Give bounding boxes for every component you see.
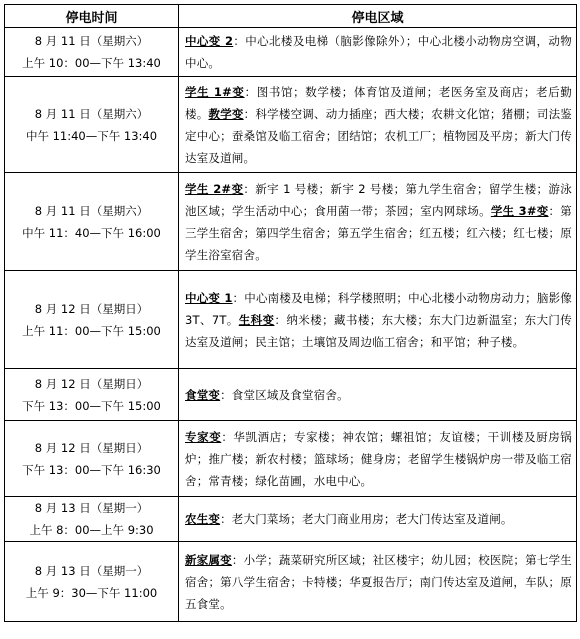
- outage-time-cell: [5, 542, 179, 622]
- outage-area-cell: [179, 542, 577, 622]
- outage-area-cell: [179, 28, 577, 77]
- outage-area-cell: [179, 77, 577, 173]
- affected-areas: ：新宇 1 号楼；新宇 2 号楼；第九学生宿舍；留学生楼；游泳池区域；学生活动中心；食用菌一带；茶园；室内网球场。: [185, 181, 572, 218]
- header-area: 停电区域: [179, 5, 577, 28]
- outage-date: 8 月 11 日（星期六）: [34, 34, 149, 48]
- substation-name: 中心变 1: [185, 290, 233, 305]
- outage-time-range: 下午 13：00—下午 16:30: [22, 462, 161, 477]
- outage-area-cell: [179, 173, 577, 271]
- outage-time-cell: [5, 77, 179, 173]
- substation-name: 专家变: [185, 429, 222, 444]
- table-row: [5, 28, 577, 77]
- outage-date: 8 月 11 日（星期六）: [34, 203, 149, 218]
- outage-time-cell: [5, 271, 179, 369]
- table-row: [5, 173, 577, 271]
- affected-areas: ：第三学生宿舍；第四学生宿舍；第五学生宿舍；红五楼；红六楼；红七楼；原学生浴室宿舍。: [185, 203, 573, 262]
- affected-areas: ：小学；蔬菜研究所区域；社区楼宇；幼儿园；校医院；第七学生宿舍；第八学生宿舍；卡特楼；华夏报告厅；南门传达室及道闸，车队；原五食堂。: [185, 552, 572, 611]
- outage-date: 8 月 12 日（星期日）: [34, 301, 149, 316]
- outage-date: 8 月 12 日（星期日）: [34, 440, 149, 455]
- affected-areas: ：中心南楼及电梯；科学楼照明；中心北楼小动物房动力；脑影像 3T、7T。: [185, 290, 572, 327]
- outage-time-range: 上午 9：30—下午 11:00: [25, 585, 158, 600]
- table-header-row: [5, 5, 577, 28]
- outage-date: 8 月 11 日（星期六）: [34, 106, 149, 121]
- outage-area-cell: [179, 497, 577, 542]
- substation-name: 农生变: [185, 512, 221, 526]
- outage-area-cell: [179, 271, 577, 369]
- outage-area-cell: [179, 421, 577, 497]
- outage-date: 8 月 13 日（星期一）: [34, 563, 149, 578]
- outage-time-cell: [5, 369, 179, 421]
- substation-name: 新家属变: [185, 552, 232, 567]
- outage-time-cell: [5, 28, 179, 77]
- affected-areas: ：中心北楼及电梯（脑影像除外）；中心北楼小动物房空调，动物中心。: [185, 34, 572, 70]
- substation-name: 学生 2#变: [185, 181, 244, 196]
- outage-time-cell: [5, 173, 179, 271]
- affected-areas: ：食堂区域及食堂宿舍。: [220, 387, 349, 402]
- affected-areas: ：老大门菜场；老大门商业用房；老大门传达室及道闸。: [220, 512, 513, 526]
- header-time: 停电时间: [5, 5, 179, 28]
- outage-time-range: 上午 8：00—上午 9:30: [29, 523, 154, 537]
- outage-area-cell: [179, 369, 577, 421]
- outage-time-range: 上午 11：00—下午 15:00: [22, 323, 161, 338]
- table-row: [5, 77, 577, 173]
- substation-name: 食堂变: [185, 387, 221, 402]
- table-row: [5, 271, 577, 369]
- table-row: [5, 421, 577, 497]
- outage-time-range: 中午 11:40—下午 13:40: [25, 128, 158, 143]
- outage-time-cell: [5, 421, 179, 497]
- substation-name: 中心变 2: [185, 34, 234, 48]
- substation-name: 学生 1#变: [185, 84, 245, 99]
- outage-date: 8 月 12 日（星期日）: [34, 376, 149, 391]
- outage-time-range: 中午 11：40—下午 16:00: [22, 225, 161, 240]
- substation-name: 学生 3#变: [490, 203, 549, 218]
- outage-time-range: 下午 13：00—下午 15:00: [22, 398, 161, 413]
- affected-areas: ：纳米楼；藏书楼；东大楼；东大门边新温室；东大门传达室及道闸；民主馆；土壤馆及周边临工宿舍；和平馆；种子楼。: [185, 312, 572, 349]
- table-row: [5, 497, 577, 542]
- substation-name: 教学变: [208, 106, 244, 121]
- outage-date: 8 月 13 日（星期一）: [34, 501, 149, 515]
- outage-table: [4, 4, 577, 622]
- outage-time-range: 上午 10：00—下午 13:40: [22, 56, 161, 70]
- table-row: [5, 369, 577, 421]
- affected-areas: ：图书馆；数学楼；体育馆及道闸；老医务室及商店；老后勤楼。: [185, 84, 572, 121]
- affected-areas: ：华凯酒店；专家楼；神农馆；螺祖馆；友谊楼；干训楼及厨房锅炉；推广楼；新农村楼；篮球场；健身房；老留学生楼锅炉房一带及临工宿舍；常青楼；绿化苗圃，水电中心。: [185, 429, 572, 488]
- table-row: [5, 542, 577, 622]
- affected-areas: ：科学楼空调、动力插座；西大楼；农耕文化馆；猪棚；司法鉴定中心；蚕桑馆及临工宿舍；团结馆；农机工厂；植物园及平房；新大门传达室及道闸。: [185, 106, 572, 165]
- outage-time-cell: [5, 497, 179, 542]
- substation-name: 生科变: [238, 312, 275, 327]
